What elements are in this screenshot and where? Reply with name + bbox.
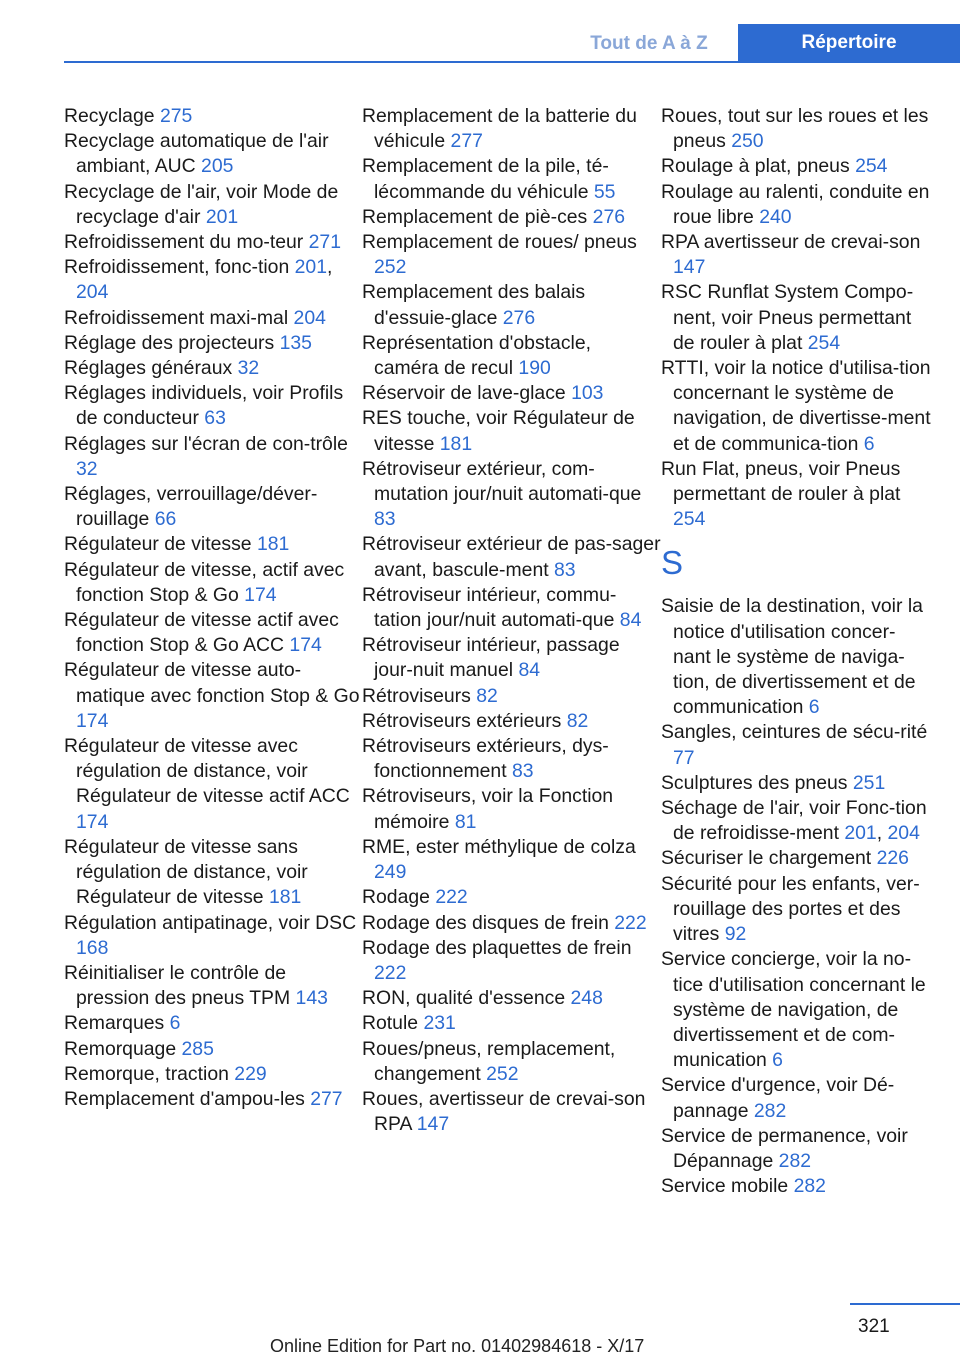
index-term: RON, qualité d'essence — [362, 987, 566, 1010]
index-term: Roulage au ralenti, conduite en roue libre — [661, 180, 930, 228]
page-link[interactable]: 250 — [731, 130, 764, 153]
page-link[interactable]: 201 — [844, 822, 877, 845]
page-link[interactable]: 32 — [76, 457, 98, 480]
page-link[interactable]: 135 — [279, 331, 312, 354]
index-entry — [64, 356, 362, 381]
index-term: Remplacement de la batterie du véhicule — [362, 105, 637, 153]
index-entry — [64, 558, 362, 608]
page-link[interactable]: 143 — [295, 987, 328, 1010]
page-link[interactable]: 55 — [593, 180, 616, 203]
page-link[interactable]: 222 — [374, 961, 407, 984]
page-link[interactable]: 83 — [374, 508, 396, 531]
index-term: Remplacement des balais d'essuie-glace — [362, 281, 586, 329]
index-entry — [661, 846, 932, 871]
index-columns — [64, 104, 932, 1199]
header-rule — [64, 61, 960, 63]
index-entry — [362, 1037, 661, 1087]
index-term: Remplacement d'ampou-les — [64, 1087, 305, 1110]
index-entry — [362, 280, 661, 330]
page-link[interactable]: 285 — [181, 1037, 214, 1060]
index-entry — [64, 1062, 362, 1087]
index-entry — [64, 532, 362, 557]
index-entry — [64, 104, 362, 129]
page-link[interactable]: 204 — [887, 822, 920, 845]
index-entry — [64, 1087, 362, 1112]
page-link[interactable]: 240 — [759, 205, 792, 228]
index-entry — [362, 154, 661, 204]
index-entry — [362, 911, 661, 936]
page-link[interactable]: 66 — [154, 508, 177, 531]
index-entry — [661, 947, 932, 1073]
index-term: Run Flat, pneus, voir Pneus permettant de rouler à plat — [661, 457, 901, 506]
index-entry — [64, 230, 362, 255]
index-term: Rétroviseurs extérieurs, dys-fonctionnement — [362, 735, 609, 783]
page-link[interactable]: 181 — [268, 886, 302, 909]
index-term: Réglages individuels, voir Profils de conducteur — [64, 382, 344, 430]
index-term: Réservoir de lave-glace — [362, 382, 566, 405]
page-link[interactable]: 77 — [673, 746, 695, 769]
page-link[interactable]: 249 — [374, 861, 407, 884]
page-link[interactable]: 190 — [518, 357, 551, 380]
page-ref-separator: , — [327, 256, 333, 279]
index-term: Sécurité pour les enfants, ver-rouillage des portes et des vitres — [661, 872, 920, 946]
page-link[interactable]: 252 — [486, 1062, 519, 1085]
page-link[interactable]: 181 — [256, 533, 290, 556]
index-entry — [64, 658, 362, 734]
page-link[interactable]: 6 — [808, 696, 820, 719]
index-term: Réglage des projecteurs — [64, 331, 275, 354]
index-term: Recyclage — [64, 105, 155, 127]
index-entry — [661, 280, 932, 356]
index-entry — [362, 885, 661, 910]
page-link[interactable]: 282 — [793, 1175, 826, 1198]
index-term: RTTI, voir la notice d'utilisa-tion concernant le système de navigation, de divertisse-ment et de communica-tion — [661, 357, 931, 455]
page-link[interactable]: 82 — [476, 684, 498, 707]
page-link[interactable]: 201 — [294, 256, 327, 279]
index-term: Réglages sur l'écran de con-trôle — [64, 432, 348, 455]
page-link[interactable]: 82 — [566, 709, 589, 732]
index-term: Remorque, traction — [64, 1062, 229, 1085]
index-entry — [362, 1087, 661, 1137]
index-term: Remplacement de roues/ pneus — [362, 231, 637, 254]
page-link[interactable]: 6 — [772, 1049, 783, 1072]
index-term: Recyclage automatique de l'air ambiant, AUC — [64, 130, 329, 178]
page-link[interactable]: 147 — [673, 256, 706, 279]
index-letter-heading: S — [661, 544, 684, 582]
index-entry — [64, 961, 362, 1011]
index-entry — [661, 720, 932, 770]
index-term: Réglages généraux — [64, 357, 233, 380]
page-link[interactable]: 174 — [244, 583, 277, 606]
index-entry — [64, 381, 362, 431]
index-entry — [661, 457, 932, 533]
index-entry — [661, 356, 932, 457]
page-link[interactable]: 83 — [554, 558, 576, 581]
page-link[interactable]: 63 — [204, 407, 226, 430]
index-entry — [64, 432, 362, 482]
index-entry — [64, 1037, 362, 1062]
edition-footer: Online Edition for Part no. 01402984618 - X/17 — [270, 1336, 645, 1356]
page-link[interactable]: 181 — [439, 432, 473, 455]
page-link[interactable]: 254 — [673, 508, 706, 531]
page-link[interactable]: 275 — [159, 105, 193, 127]
index-term: Rétroviseurs, voir la Fonction mémoire — [362, 785, 614, 833]
index-entry — [362, 406, 661, 456]
index-term: Roues, tout sur les roues et les pneus — [661, 105, 929, 153]
index-term: Représentation d'obstacle, caméra de recul — [362, 331, 591, 380]
page-number: 321 — [858, 1316, 890, 1337]
index-entry — [362, 331, 661, 381]
index-term: Régulateur de vitesse, actif avec fonction Stop & Go — [64, 558, 345, 606]
page-link[interactable]: 205 — [201, 155, 234, 178]
page-link[interactable]: 277 — [450, 130, 483, 153]
index-entry — [362, 457, 661, 533]
index-term: Sangles, ceintures de sécu-rité — [661, 721, 928, 744]
index-term: Remarques — [64, 1012, 165, 1035]
index-entry — [661, 1073, 932, 1123]
index-term: Rodage des disques de frein — [362, 911, 609, 934]
index-term: Rétroviseurs — [362, 684, 471, 707]
page-link[interactable]: 201 — [205, 205, 239, 228]
index-entry — [661, 104, 932, 154]
index-term: Service concierge, voir la no-tice d'utilisation concernant le système de navigation, de divertissement et de com-munication — [661, 948, 926, 1072]
index-entry — [64, 734, 362, 835]
page-link[interactable]: 84 — [518, 659, 541, 682]
index-term: Rétroviseur extérieur, com-mutation jour/nuit automati-que — [362, 457, 642, 506]
page-link[interactable]: 168 — [76, 936, 109, 959]
section-tab[interactable]: Tout de A à Z — [590, 33, 708, 54]
index-term: Régulation antipatinage, voir DSC — [64, 911, 357, 934]
index-entry — [64, 255, 362, 305]
index-entry — [362, 532, 661, 582]
index-entry — [661, 180, 932, 230]
index-column-1 — [64, 104, 362, 1199]
page-link[interactable]: 248 — [570, 987, 603, 1010]
index-entry — [661, 1124, 932, 1174]
index-term: Refroidissement, fonc-tion — [64, 256, 290, 279]
index-entry — [64, 911, 362, 961]
index-entry — [661, 872, 932, 948]
index-term: Service de permanence, voir Dépannage — [661, 1124, 908, 1172]
page-link[interactable]: 6 — [169, 1012, 181, 1035]
index-term: Réglages, verrouillage/déver-rouillage — [64, 483, 318, 531]
index-entry — [362, 381, 661, 406]
page-link[interactable]: 174 — [76, 810, 109, 833]
page-link[interactable]: 222 — [614, 911, 647, 934]
index-term: Remplacement de piè-ces — [362, 205, 588, 228]
index-term: RME, ester méthylique de colza — [362, 835, 636, 858]
index-entry — [64, 835, 362, 911]
page-link[interactable]: 83 — [511, 760, 534, 783]
index-entry — [362, 784, 661, 834]
index-term: Saisie de la destination, voir la notice d'utilisation concer-nant le système de naviga-tion, de divertissement et de communication — [661, 595, 923, 719]
index-term: RPA avertisseur de crevai-son — [661, 231, 921, 254]
index-entry — [661, 594, 932, 720]
index-term: Rétroviseur intérieur, commu-tation jour/nuit automati-que — [362, 583, 617, 632]
index-entry — [362, 104, 661, 154]
index-term: RES touche, voir Régulateur de vitesse — [362, 407, 635, 455]
page-link[interactable]: 231 — [423, 1012, 456, 1035]
index-entry — [362, 734, 661, 784]
page-link[interactable]: 204 — [293, 306, 326, 329]
index-entry — [64, 306, 362, 331]
index-entry — [64, 608, 362, 658]
page-link[interactable]: 174 — [76, 709, 109, 732]
page-link[interactable]: 251 — [852, 771, 886, 794]
index-term: Rodage — [362, 886, 430, 909]
index-term: Roues, avertisseur de crevai-son RPA — [362, 1087, 646, 1136]
index-term: Recyclage de l'air, voir Mode de recyclage d'air — [64, 180, 339, 228]
page-link[interactable]: 276 — [592, 205, 626, 228]
page-link[interactable]: 229 — [234, 1062, 267, 1085]
index-term: Remorquage — [64, 1037, 177, 1060]
index-entry — [362, 583, 661, 633]
index-entry — [362, 205, 661, 230]
index-term: Service mobile — [661, 1175, 789, 1198]
index-term: Séchage de l'air, voir Fonc-tion de refroidisse-ment — [661, 797, 927, 845]
index-entry — [661, 1174, 932, 1199]
page-link[interactable]: 92 — [724, 923, 747, 946]
index-entry — [362, 633, 661, 683]
index-term: Service d'urgence, voir Dé-pannage — [661, 1074, 895, 1122]
index-entry — [661, 230, 932, 280]
index-entry — [362, 684, 661, 709]
index-entry — [362, 709, 661, 734]
index-entry — [362, 1011, 661, 1036]
page-link[interactable]: 254 — [807, 331, 841, 354]
page-link[interactable]: 282 — [753, 1099, 787, 1122]
index-entry — [362, 835, 661, 885]
index-entry — [661, 154, 932, 179]
index-term: Régulateur de vitesse actif avec fonction Stop & Go ACC — [64, 609, 339, 657]
index-column-2 — [362, 104, 661, 1199]
page-link[interactable]: 84 — [619, 609, 642, 632]
page-link[interactable]: 6 — [863, 432, 875, 455]
index-column-3 — [661, 104, 932, 1199]
page-link[interactable]: 271 — [308, 231, 341, 254]
page-link[interactable]: 252 — [374, 256, 407, 279]
index-term: Refroidissement maxi-mal — [64, 306, 289, 329]
index-term: Régulateur de vitesse sans régulation de distance, voir Régulateur de vitesse — [64, 835, 308, 909]
index-entry — [661, 771, 932, 796]
index-term: Rétroviseurs extérieurs — [362, 709, 562, 732]
page-link[interactable]: 254 — [855, 155, 888, 178]
index-term: Rotule — [362, 1012, 419, 1035]
index-term: Régulateur de vitesse auto-matique avec fonction Stop & Go — [64, 659, 360, 707]
page-link[interactable]: 222 — [435, 886, 468, 909]
page-link[interactable]: 226 — [876, 847, 909, 870]
page-link[interactable]: 204 — [76, 281, 109, 304]
index-term: Refroidissement du mo-teur — [64, 231, 304, 254]
index-entry — [64, 482, 362, 532]
index-term: Sécuriser le chargement — [661, 847, 872, 870]
index-entry — [362, 936, 661, 986]
page-link[interactable]: 276 — [502, 306, 536, 329]
page-ref-separator: , — [876, 822, 883, 845]
page-link[interactable]: 174 — [289, 634, 322, 657]
index-term: Rodage des plaquettes de frein — [362, 936, 632, 959]
index-term: Réinitialiser le contrôle de pression des pneus TPM — [64, 961, 291, 1010]
index-entry — [362, 230, 661, 280]
index-entry — [64, 129, 362, 179]
page-link[interactable]: 32 — [237, 357, 260, 380]
page-link[interactable]: 103 — [571, 382, 604, 405]
footer-rule — [850, 1303, 960, 1305]
index-term: Roues/pneus, remplacement, changement — [362, 1037, 616, 1085]
index-term: Sculptures des pneus — [661, 771, 848, 794]
index-term: Régulateur de vitesse avec régulation de distance, voir Régulateur de vitesse actif ACC — [64, 735, 350, 808]
page-link[interactable]: 81 — [454, 810, 477, 833]
index-entry — [64, 331, 362, 356]
index-term: Régulateur de vitesse — [64, 533, 252, 556]
page-link[interactable]: 277 — [310, 1087, 343, 1110]
index-entry — [362, 986, 661, 1011]
index-term: Roulage à plat, pneus — [661, 155, 850, 178]
index-term: RSC Runflat System Compo-nent, voir Pneus permettant de rouler à plat — [661, 281, 914, 354]
index-tab[interactable]: Répertoire — [738, 24, 960, 61]
index-entry — [64, 1011, 362, 1036]
index-entry — [661, 796, 932, 846]
index-term: Rétroviseur extérieur de pas-sager avant, bascule-ment — [362, 533, 661, 581]
index-entry — [64, 180, 362, 230]
index-term: Remplacement de la pile, té-lécommande du véhicule — [362, 155, 609, 203]
page-link[interactable]: 147 — [416, 1113, 450, 1136]
page-link[interactable]: 282 — [778, 1149, 812, 1172]
index-term: Rétroviseur intérieur, passage jour-nuit manuel — [362, 634, 620, 682]
